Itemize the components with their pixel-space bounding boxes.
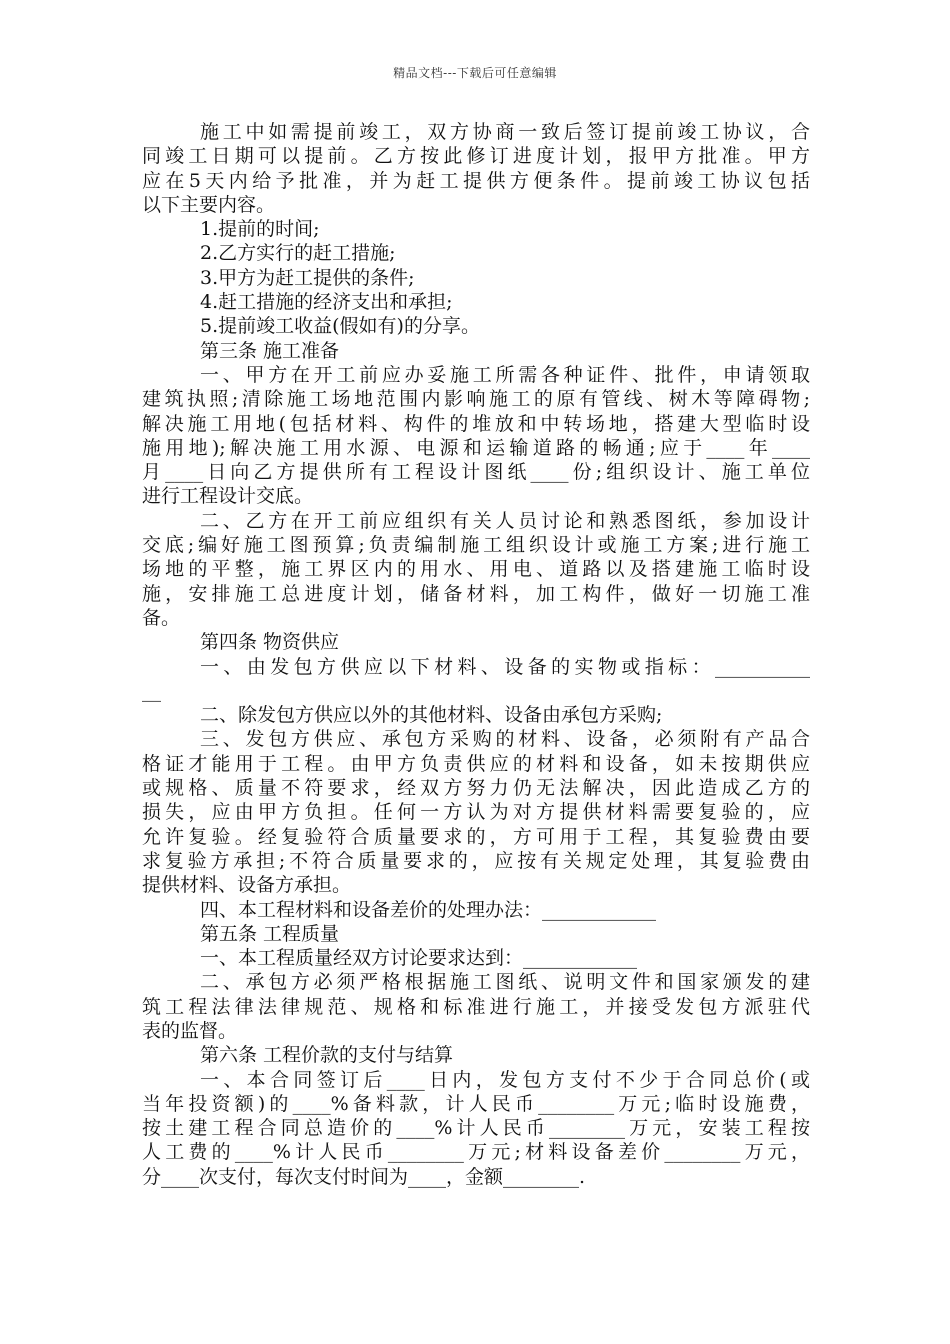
- text-line: 三、发包方供应、承包方采购的材料、设备，必须附有产品合: [200, 728, 810, 751]
- text-line: 二、除发包方供应以外的其他材料、设备由承包方采购;: [200, 704, 663, 727]
- text-line: 以下主要内容。: [142, 193, 276, 216]
- text-line: 第四条 物资供应: [200, 631, 340, 654]
- text-line: 建筑执照;清除施工场地范围内影响施工的原有管线、树木等障碍物;: [142, 388, 810, 411]
- text-line: 施工中如需提前竣工，双方协商一致后签订提前竣工协议，合: [200, 121, 810, 143]
- text-line: 第六条 工程价款的支付与结算: [200, 1044, 454, 1067]
- text-line: 施，安排施工总进度计划，储备材料，加工构件，做好一切施工准: [142, 582, 810, 605]
- text-line: 按土建工程合同总造价的____%计人民币________万元，安装工程按: [142, 1117, 810, 1140]
- text-line: 应在5天内给予批准，并为赶工提供方便条件。提前竣工协议包括: [142, 169, 810, 192]
- text-line: 格证才能用于工程。由甲方负责供应的材料和设备，如未按期供应: [142, 752, 810, 775]
- text-line: 人工费的____%计人民币________万元;材料设备差价________万元，: [142, 1141, 810, 1164]
- text-line: 或规格、质量不符要求，经双方努力仍无法解决，因此造成乙方的: [142, 777, 810, 800]
- text-line: 四、本工程材料和设备差价的处理办法：____________: [200, 898, 657, 921]
- text-line: 5.提前竣工收益(假如有)的分享。: [200, 315, 480, 338]
- text-line: 第三条 施工准备: [200, 339, 340, 362]
- text-line: 一、本工程质量经双方讨论要求达到：____________: [200, 947, 638, 970]
- text-line: 二、承包方必须严格根据施工图纸、说明文件和国家颁发的建: [200, 971, 810, 994]
- text-line: 同竣工日期可以提前。乙方按此修订进度计划，报甲方批准。甲方: [142, 145, 810, 168]
- text-line: 2.乙方实行的赶工措施;: [200, 242, 396, 265]
- text-line: 月____日向乙方提供所有工程设计图纸____份;组织设计、施工单位: [142, 461, 810, 484]
- text-line: 当年投资额)的____%备料款，计人民币________万元;临时设施费，: [142, 1092, 810, 1115]
- text-line: 进行工程设计交底。: [142, 485, 314, 508]
- text-line: 1.提前的时间;: [200, 218, 320, 241]
- text-line: __: [142, 679, 161, 702]
- page-header: 精品文档---下载后可任意编辑: [393, 66, 557, 80]
- text-line: 提供材料、设备方承担。: [142, 874, 352, 897]
- text-line: 施用地);解决施工用水源、电源和运输道路的畅通;应于____年____: [142, 436, 810, 459]
- text-line: 交底;编好施工图预算;负责编制施工组织设计或施工方案;进行施工: [142, 534, 810, 557]
- text-line: 4.赶工措施的经济支出和承担;: [200, 291, 453, 314]
- text-line: 一、本合同签订后____日内，发包方支付不少于合同总价(或: [200, 1068, 810, 1091]
- text-line: 备。: [142, 606, 181, 629]
- text-line: 筑工程法律法律规范、规格和标准进行施工，并接受发包方派驻代: [142, 995, 810, 1018]
- document-body: [142, 120, 810, 1189]
- text-line: 允许复验。经复验符合质量要求的，方可用于工程，其复验费由要: [142, 825, 810, 848]
- text-line: 第五条 工程质量: [200, 922, 340, 945]
- text-line: 解决施工用地(包括材料、构件的堆放和中转场地，搭建大型临时设: [142, 412, 810, 435]
- text-line: 3.甲方为赶工提供的条件;: [200, 266, 415, 289]
- text-line: 二、乙方在开工前应组织有关人员讨论和熟悉图纸，参加设计: [200, 509, 810, 532]
- text-line: 场地的平整，施工界区内的用水、用电、道路以及搭建施工临时设: [142, 558, 810, 581]
- text-line: 一、由发包方供应以下材料、设备的实物或指标：__________: [200, 655, 810, 678]
- text-line: 求复验方承担;不符合质量要求的，应按有关规定处理，其复验费由: [142, 849, 810, 872]
- text-line: 表的监督。: [142, 1019, 238, 1042]
- text-line: 分____次支付，每次支付时间为____，金额________.: [142, 1165, 586, 1188]
- text-line: 一、甲方在开工前应办妥施工所需各种证件、批件，申请领取: [200, 363, 810, 386]
- text-line: 损失，应由甲方负担。任何一方认为对方提供材料需要复验的，应: [142, 801, 810, 824]
